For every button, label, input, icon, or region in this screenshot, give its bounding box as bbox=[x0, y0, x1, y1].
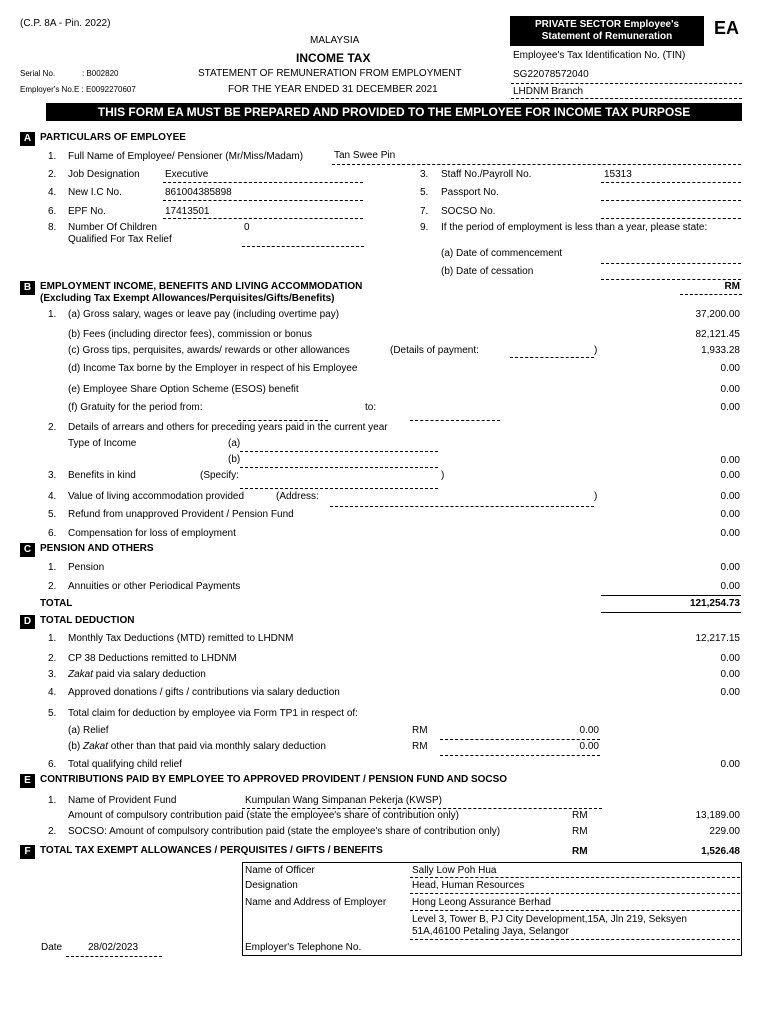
item-number: 5. bbox=[48, 509, 57, 520]
tips-details-line bbox=[510, 357, 594, 358]
zakat-other-label bbox=[68, 741, 326, 752]
benefits-specify-label: (Specify: bbox=[200, 470, 239, 481]
children-value: 0 bbox=[244, 222, 250, 233]
cp38-label: CP 38 Deductions remitted to LHDNM bbox=[68, 653, 237, 664]
item-number: 2. bbox=[48, 169, 57, 180]
box-line-2: Statement of Remuneration bbox=[541, 31, 673, 42]
relief-line bbox=[440, 739, 600, 740]
section-f-letter: F bbox=[20, 845, 35, 859]
relief-rm: RM bbox=[412, 725, 428, 736]
item-number: 3. bbox=[48, 669, 57, 680]
box-line-1: PRIVATE SECTOR Employee's bbox=[534, 19, 680, 30]
donations-label: Approved donations / gifts / contributions via salary deduction bbox=[68, 687, 340, 698]
fees-label: (b) Fees (including director fees), commission or bonus bbox=[68, 329, 312, 340]
country: MALAYSIA bbox=[310, 35, 360, 46]
item-number: 5. bbox=[48, 708, 57, 719]
compensation-label: Compensation for loss of employment bbox=[68, 528, 236, 539]
epf-value: 17413501 bbox=[165, 206, 210, 217]
pension-value: 0.00 bbox=[720, 562, 740, 573]
section-a-title: PARTICULARS OF EMPLOYEE bbox=[40, 132, 186, 143]
zakat-other-line bbox=[440, 755, 600, 756]
zakat-value: 0.00 bbox=[720, 669, 740, 680]
full-name-value: Tan Swee Pin bbox=[334, 150, 396, 161]
employer-address-line-2: 51A,46100 Petaling Jaya, Selangor bbox=[412, 926, 569, 937]
living-address-label: (Address: bbox=[276, 491, 319, 502]
zakat-b-rest: other than that paid via monthly salary deduction bbox=[108, 741, 326, 752]
serial-value: : B002820 bbox=[82, 69, 119, 78]
benefits-specify-line bbox=[240, 488, 438, 489]
staff-number-value: 15313 bbox=[604, 169, 632, 180]
provident-fund-line bbox=[242, 808, 602, 809]
officer-label: Name of Officer bbox=[245, 865, 315, 876]
item-number: 1. bbox=[48, 633, 57, 644]
tin-line bbox=[511, 83, 742, 84]
item-number: 2. bbox=[48, 422, 57, 433]
tp1-label: Total claim for deduction by employee via Form TP1 in respect of: bbox=[68, 708, 358, 719]
total-top-line bbox=[601, 595, 741, 596]
type-a-label: (a) bbox=[228, 438, 241, 449]
bracket: ) bbox=[594, 491, 598, 502]
section-b-letter: B bbox=[20, 281, 35, 295]
esos-value: 0.00 bbox=[720, 384, 740, 395]
child-relief-value: 0.00 bbox=[720, 759, 740, 770]
section-b-title: EMPLOYMENT INCOME, BENEFITS AND LIVING ACCOMMODATION bbox=[40, 281, 363, 292]
gratuity-label: (f) Gratuity for the period from: bbox=[68, 402, 203, 413]
ic-line bbox=[163, 200, 363, 201]
job-designation-label: Job Designation bbox=[68, 169, 140, 180]
officer-value: Sally Low Poh Hua bbox=[412, 865, 497, 876]
section-b-subtitle: (Excluding Tax Exempt Allowances/Perquisites/Gifts/Benefits) bbox=[40, 293, 335, 304]
zakat-other-rm: RM bbox=[412, 741, 428, 752]
section-a-letter: A bbox=[20, 132, 35, 146]
cessation-label: (b) Date of cessation bbox=[441, 266, 534, 277]
job-line bbox=[163, 182, 363, 183]
period-label: If the period of employment is less than a year, please state: bbox=[441, 222, 708, 233]
living-accommodation-value: 0.00 bbox=[720, 491, 740, 502]
item-number: 4. bbox=[48, 491, 57, 502]
child-relief-label: Total qualifying child relief bbox=[68, 759, 182, 770]
ic-value: 861004385898 bbox=[165, 187, 232, 198]
tin-label: Employee's Tax Identification No. (TIN) bbox=[513, 50, 686, 61]
date-line bbox=[66, 956, 162, 957]
form-title: INCOME TAX bbox=[296, 51, 371, 65]
compulsory-value: 13,189.00 bbox=[695, 810, 740, 821]
rm-line bbox=[680, 294, 742, 295]
item-number: 1. bbox=[48, 151, 57, 162]
officer-line bbox=[410, 877, 740, 878]
branch-line bbox=[511, 98, 742, 99]
tin-value: SG22078572040 bbox=[513, 69, 589, 80]
children-line bbox=[242, 246, 364, 247]
gross-salary-value: 37,200.00 bbox=[695, 309, 740, 320]
provident-fund-label: Name of Provident Fund bbox=[68, 795, 177, 806]
mtd-value: 12,217.15 bbox=[695, 633, 740, 644]
socso-number-label: SOCSO No. bbox=[441, 206, 496, 217]
employer-address-underline bbox=[410, 939, 740, 940]
rm-heading: RM bbox=[724, 281, 740, 292]
employer-number: Employer's No.E : E0092270607 bbox=[20, 85, 136, 94]
staff-line bbox=[601, 182, 741, 183]
compulsory-rm: RM bbox=[572, 810, 588, 821]
form-code: (C.P. 8A - Pin. 2022) bbox=[20, 18, 111, 29]
zakat-b-prefix: (b) bbox=[68, 741, 83, 752]
zakat-other-value: 0.00 bbox=[579, 741, 599, 752]
serial-label: Serial No. bbox=[20, 69, 56, 78]
mtd-label: Monthly Tax Deductions (MTD) remitted to LHDNM bbox=[68, 633, 294, 644]
type-of-income-label: Type of Income bbox=[68, 438, 137, 449]
type-b-line bbox=[240, 467, 438, 468]
relief-label: (a) Relief bbox=[68, 725, 109, 736]
socso-contribution-label: SOCSO: Amount of compulsory contribution paid (state the employee's share of contribution only) bbox=[68, 826, 501, 837]
pension-label: Pension bbox=[68, 562, 105, 573]
type-a-line bbox=[240, 451, 438, 452]
socso-rm: RM bbox=[572, 826, 588, 837]
commencement-line bbox=[601, 263, 741, 264]
item-number: 9. bbox=[420, 222, 429, 233]
bracket: ) bbox=[594, 345, 598, 356]
tax-borne-value: 0.00 bbox=[720, 363, 740, 374]
total-value: 121,254.73 bbox=[689, 598, 740, 609]
job-designation-value: Executive bbox=[165, 169, 209, 180]
fees-value: 82,121.45 bbox=[695, 329, 740, 340]
refund-value: 0.00 bbox=[720, 509, 740, 520]
designation-value: Head, Human Resources bbox=[412, 880, 525, 891]
type-b-label: (b) bbox=[228, 454, 241, 465]
living-address-line bbox=[330, 506, 594, 507]
passport-label: Passport No. bbox=[441, 187, 499, 198]
date-value: 28/02/2023 bbox=[88, 942, 139, 953]
designation-label: Designation bbox=[245, 880, 298, 891]
section-c-title: PENSION AND OTHERS bbox=[40, 543, 154, 554]
cp38-value: 0.00 bbox=[720, 653, 740, 664]
telephone-label: Employer's Telephone No. bbox=[245, 942, 362, 953]
esos-label: (e) Employee Share Option Scheme (ESOS) benefit bbox=[68, 384, 299, 395]
refund-label: Refund from unapproved Provident / Pension Fund bbox=[68, 509, 294, 520]
form-subtitle: STATEMENT OF REMUNERATION FROM EMPLOYMENT bbox=[198, 68, 462, 79]
item-number: 6. bbox=[48, 528, 57, 539]
section-c-letter: C bbox=[20, 543, 35, 557]
item-number: 4. bbox=[48, 687, 57, 698]
employer-name-label: Name and Address of Employer bbox=[245, 897, 387, 908]
tax-borne-label: (d) Income Tax borne by the Employer in respect of his Employee bbox=[68, 363, 358, 374]
arrears-value: 0.00 bbox=[720, 455, 740, 466]
section-f-value: 1,526.48 bbox=[701, 846, 740, 857]
relief-value: 0.00 bbox=[579, 725, 599, 736]
total-label: TOTAL bbox=[40, 598, 73, 609]
cessation-line bbox=[601, 279, 741, 280]
bracket: ) bbox=[441, 470, 445, 481]
benefits-kind-value: 0.00 bbox=[720, 470, 740, 481]
commencement-label: (a) Date of commencement bbox=[441, 248, 563, 259]
annuities-value: 0.00 bbox=[720, 581, 740, 592]
socso-line bbox=[601, 218, 741, 219]
children-label-2: Qualified For Tax Relief bbox=[68, 234, 172, 245]
annuities-label: Annuities or other Periodical Payments bbox=[68, 581, 241, 592]
tips-details-label: (Details of payment: bbox=[390, 345, 479, 356]
gratuity-to-label: to: bbox=[365, 402, 377, 413]
full-name-line bbox=[332, 164, 741, 165]
arrears-label: Details of arrears and others for preceding years paid in the current year bbox=[68, 422, 388, 433]
item-number: 8. bbox=[48, 222, 57, 233]
item-number: 5. bbox=[420, 187, 429, 198]
zakat-b-word: Zakat bbox=[83, 741, 109, 752]
item-number: 2. bbox=[48, 581, 57, 592]
designation-line bbox=[410, 893, 740, 894]
epf-label: EPF No. bbox=[68, 206, 106, 217]
compulsory-contribution-label: Amount of compulsory contribution paid (state the employee's share of contribution only) bbox=[68, 810, 460, 821]
item-number: 6. bbox=[48, 206, 57, 217]
item-number: 7. bbox=[420, 206, 429, 217]
living-accommodation-label: Value of living accommodation provided bbox=[68, 491, 245, 502]
gratuity-to-line bbox=[410, 420, 500, 421]
private-sector-box bbox=[510, 16, 704, 46]
donations-value: 0.00 bbox=[720, 687, 740, 698]
gross-salary-label: (a) Gross salary, wages or leave pay (including overtime pay) bbox=[68, 309, 340, 320]
item-number: 6. bbox=[48, 759, 57, 770]
gratuity-from-line bbox=[238, 420, 328, 421]
employer-address-line-1: Level 3, Tower B, PJ City Development,15A, Jln 219, Seksyen bbox=[412, 914, 687, 925]
zakat-word: Zakat bbox=[68, 669, 94, 680]
children-label-1: Number Of Children bbox=[68, 222, 157, 233]
ic-label: New I.C No. bbox=[68, 187, 122, 198]
section-d-title: TOTAL DEDUCTION bbox=[40, 615, 135, 626]
item-number: 2. bbox=[48, 826, 57, 837]
passport-line bbox=[601, 200, 741, 201]
item-number: 1. bbox=[48, 309, 57, 320]
date-label: Date bbox=[41, 942, 63, 953]
section-e-letter: E bbox=[20, 774, 35, 788]
provident-fund-name: Kumpulan Wang Simpanan Pekerja (KWSP) bbox=[245, 795, 442, 806]
zakat-label bbox=[68, 669, 206, 680]
item-number: 3. bbox=[420, 169, 429, 180]
ea-label: EA bbox=[714, 18, 740, 38]
form-banner: THIS FORM EA MUST BE PREPARED AND PROVIDED TO THE EMPLOYEE FOR INCOME TAX PURPOSE bbox=[46, 103, 742, 121]
item-number: 1. bbox=[48, 562, 57, 573]
item-number: 4. bbox=[48, 187, 57, 198]
item-number: 2. bbox=[48, 653, 57, 664]
epf-line bbox=[163, 218, 363, 219]
zakat-rest: paid via salary deduction bbox=[93, 669, 206, 680]
gratuity-value: 0.00 bbox=[720, 402, 740, 413]
full-name-label: Full Name of Employee/ Pensioner (Mr/Miss/Madam) bbox=[68, 151, 304, 162]
section-d-letter: D bbox=[20, 615, 35, 629]
lhdnm-branch: LHDNM Branch bbox=[513, 86, 584, 97]
tips-value: 1,933.28 bbox=[701, 345, 740, 356]
section-f-rm: RM bbox=[572, 846, 588, 857]
socso-contribution-value: 229.00 bbox=[709, 826, 740, 837]
item-number: 1. bbox=[48, 795, 57, 806]
benefits-kind-label: Benefits in kind bbox=[68, 470, 136, 481]
section-f-title: TOTAL TAX EXEMPT ALLOWANCES / PERQUISITES / GIFTS / BENEFITS bbox=[40, 845, 383, 856]
tips-label: (c) Gross tips, perquisites, awards/ rewards or other allowances bbox=[68, 345, 350, 356]
compensation-value: 0.00 bbox=[720, 528, 740, 539]
staff-number-label: Staff No./Payroll No. bbox=[441, 169, 532, 180]
section-e-title: CONTRIBUTIONS PAID BY EMPLOYEE TO APPROVED PROVIDENT / PENSION FUND AND SOCSO bbox=[40, 774, 508, 785]
year-line: FOR THE YEAR ENDED 31 DECEMBER 2021 bbox=[228, 84, 438, 95]
employer-name-value: Hong Leong Assurance Berhad bbox=[412, 897, 551, 908]
item-number: 3. bbox=[48, 470, 57, 481]
employer-name-line bbox=[410, 910, 740, 911]
total-bottom-line bbox=[601, 612, 741, 613]
